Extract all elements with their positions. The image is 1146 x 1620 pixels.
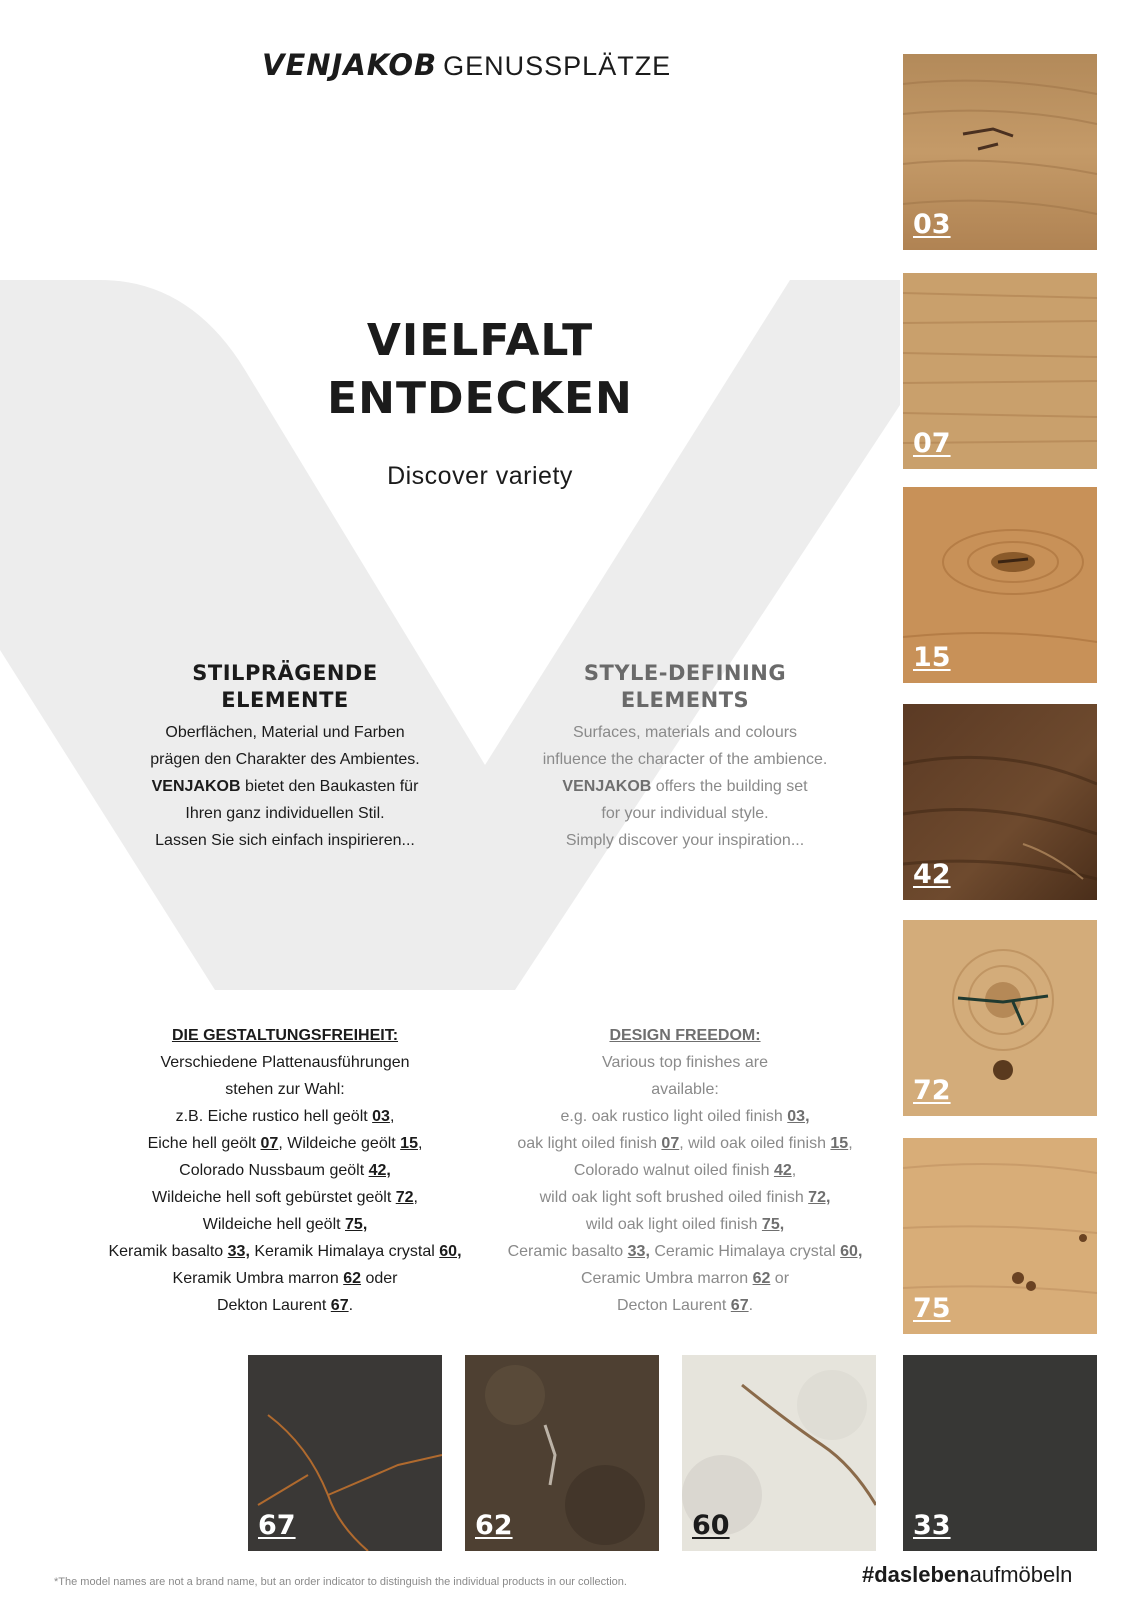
freedom-text: .: [348, 1297, 354, 1314]
german-body-text: bietet den Baukasten für: [240, 778, 419, 795]
hashtag-rest: aufmöbeln: [969, 1562, 1073, 1587]
swatch-60: [682, 1355, 876, 1551]
logo: [262, 48, 671, 82]
hashtag-bold: #dasleben: [862, 1562, 970, 1587]
freedom-text: ,: [417, 1135, 423, 1152]
swatch-number: 15: [913, 642, 951, 673]
swatch-number: 03: [913, 209, 951, 240]
freedom-line: [475, 1103, 895, 1130]
english-body-line: influence the character of the ambience.: [542, 751, 828, 768]
swatch-33: [903, 1355, 1097, 1551]
swatch-75: [903, 1138, 1097, 1334]
english-body-line: Simply discover your inspiration...: [565, 832, 805, 849]
english-body-line: Surfaces, materials and colours: [572, 724, 798, 741]
brand-name: VENJAKOB: [562, 778, 652, 795]
finish-number: 07: [661, 1135, 680, 1152]
swatch-42: [903, 704, 1097, 900]
swatch-03: [903, 54, 1097, 250]
finish-number: 67: [330, 1297, 349, 1314]
english-body-text: offers the building set: [651, 778, 808, 795]
freedom-text: Keramik Himalaya crystal: [249, 1243, 440, 1260]
swatch-number: 60: [692, 1510, 730, 1541]
english-freedom-heading: DESIGN FREEDOM:: [609, 1027, 761, 1044]
english-body-line: [475, 773, 895, 800]
freedom-line: [75, 1130, 495, 1157]
german-freedom-heading: DIE GESTALTUNGSFREIHEIT:: [171, 1027, 399, 1044]
freedom-text: Eiche hell geölt: [147, 1135, 261, 1152]
freedom-text: Ceramic Himalaya crystal: [649, 1243, 841, 1260]
freedom-text: e.g. oak rustico light oiled finish: [560, 1108, 788, 1125]
freedom-line: Various top finishes are: [601, 1054, 768, 1071]
finish-number: 42: [773, 1162, 792, 1179]
freedom-text: Keramik basalto: [108, 1243, 228, 1260]
german-design-freedom: [75, 1022, 495, 1319]
swatch-number: 62: [475, 1510, 513, 1541]
freedom-text: Decton Laurent: [616, 1297, 731, 1314]
german-heading-line-1: STILPRÄGENDE: [192, 661, 378, 685]
freedom-line: [75, 1184, 495, 1211]
swatch-number: 33: [913, 1510, 951, 1541]
finish-number: 62: [752, 1270, 771, 1287]
finish-number: 42,: [368, 1162, 391, 1179]
freedom-line: [75, 1292, 495, 1319]
freedom-text: Ceramic Umbra marron: [580, 1270, 753, 1287]
freedom-text: ,: [413, 1189, 418, 1206]
swatch-number: 72: [913, 1075, 951, 1106]
page-title: [300, 312, 660, 428]
freedom-line: [75, 1238, 495, 1265]
swatch-15: [903, 487, 1097, 683]
german-heading: [75, 660, 495, 714]
finish-number: 72: [395, 1189, 414, 1206]
freedom-text: wild oak light soft brushed oiled finish: [539, 1189, 809, 1206]
german-intro: [75, 660, 495, 854]
finish-number: 75,: [345, 1216, 368, 1233]
title-line-1: VIELFALT: [366, 315, 594, 366]
swatch-07: [903, 273, 1097, 469]
title-line-2: ENTDECKEN: [327, 373, 633, 424]
swatch-number: 42: [913, 859, 951, 890]
swatch-62: [465, 1355, 659, 1551]
finish-number: 33,: [627, 1243, 650, 1260]
freedom-text: oder: [361, 1270, 398, 1287]
freedom-text: or: [770, 1270, 790, 1287]
finish-number: 07: [260, 1135, 279, 1152]
english-heading-line-2: ELEMENTS: [620, 688, 750, 712]
freedom-line: [475, 1157, 895, 1184]
footnote: *The model names are not a brand name, but an order indicator to distinguish the individual products in our collection.: [54, 1576, 627, 1588]
finish-number: 15: [830, 1135, 849, 1152]
freedom-text: , wild oak oiled finish: [679, 1135, 831, 1152]
hashtag: [862, 1562, 1072, 1588]
finish-number: 72,: [808, 1189, 831, 1206]
english-design-freedom: [475, 1022, 895, 1319]
english-freedom-text: [475, 1049, 895, 1319]
finish-number: 03: [372, 1108, 390, 1125]
english-heading-line-1: STYLE-DEFINING: [583, 661, 787, 685]
finish-number: 03,: [787, 1108, 810, 1125]
freedom-text: , Wildeiche geölt: [278, 1135, 401, 1152]
german-body-line: Lassen Sie sich einfach inspirieren...: [155, 832, 415, 849]
freedom-line: [75, 1265, 495, 1292]
freedom-line: stehen zur Wahl:: [225, 1081, 345, 1098]
freedom-text: wild oak light oiled finish: [585, 1216, 762, 1233]
freedom-text: .: [748, 1297, 754, 1314]
freedom-text: ,: [848, 1135, 853, 1152]
german-body: [75, 719, 495, 854]
freedom-text: Dekton Laurent: [216, 1297, 331, 1314]
freedom-line: [475, 1130, 895, 1157]
swatch-number: 75: [913, 1293, 951, 1324]
freedom-text: z.B. Eiche rustico hell geölt: [175, 1108, 373, 1125]
freedom-line: [475, 1211, 895, 1238]
freedom-line: Verschiedene Plattenausführungen: [160, 1054, 410, 1071]
freedom-line: [475, 1292, 895, 1319]
freedom-line: [75, 1157, 495, 1184]
page-subtitle: Discover variety: [387, 462, 573, 490]
finish-number: 62: [343, 1270, 362, 1287]
german-body-line: [75, 773, 495, 800]
english-body-line: for your individual style.: [601, 805, 769, 822]
freedom-line: [75, 1103, 495, 1130]
freedom-text: ,: [791, 1162, 797, 1179]
swatch-67: [248, 1355, 442, 1551]
logo-brand: VENJAKOB: [262, 48, 438, 82]
freedom-line: [475, 1238, 895, 1265]
finish-number: 75,: [761, 1216, 785, 1233]
freedom-text: oak light oiled finish: [517, 1135, 662, 1152]
swatch-72: [903, 920, 1097, 1116]
finish-number: 60,: [840, 1243, 863, 1260]
freedom-text: ,: [389, 1108, 395, 1125]
swatch-number: 67: [258, 1510, 296, 1541]
english-body: [475, 719, 895, 854]
english-heading: [475, 660, 895, 714]
freedom-line: [475, 1265, 895, 1292]
brand-name: VENJAKOB: [151, 778, 241, 795]
finish-number: 60,: [439, 1243, 462, 1260]
freedom-text: Colorado walnut oiled finish: [573, 1162, 774, 1179]
german-body-line: prägen den Charakter des Ambientes.: [150, 751, 420, 768]
freedom-line: available:: [651, 1081, 719, 1098]
logo-subtitle: GENUSSPLÄTZE: [443, 51, 672, 81]
german-freedom-text: [75, 1049, 495, 1319]
german-heading-line-2: ELEMENTE: [221, 688, 349, 712]
freedom-text: Colorado Nussbaum geölt: [179, 1162, 369, 1179]
finish-number: 15: [400, 1135, 418, 1152]
freedom-text: Ceramic basalto: [507, 1243, 628, 1260]
german-body-line: Ihren ganz individuellen Stil.: [185, 805, 385, 822]
german-body-line: Oberflächen, Material und Farben: [165, 724, 405, 741]
freedom-text: Wildeiche hell soft gebürstet geölt: [152, 1189, 396, 1206]
freedom-line: [75, 1211, 495, 1238]
freedom-text: Keramik Umbra marron: [172, 1270, 344, 1287]
freedom-text: Wildeiche hell geölt: [202, 1216, 346, 1233]
swatch-number: 07: [913, 428, 951, 459]
freedom-line: [475, 1184, 895, 1211]
finish-number: 67: [730, 1297, 749, 1314]
finish-number: 33,: [227, 1243, 250, 1260]
english-intro: [475, 660, 895, 854]
